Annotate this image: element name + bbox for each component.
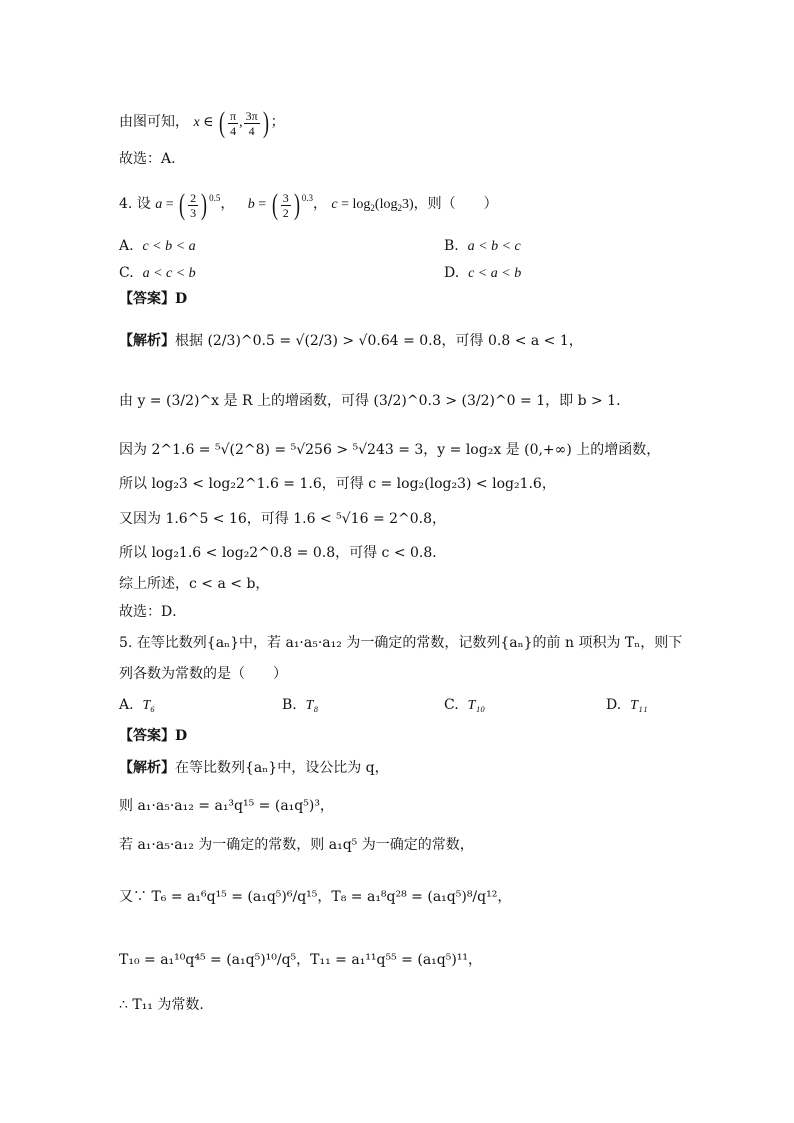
option-letter: C. xyxy=(119,265,134,281)
q4-analysis-line-8: 故选：D． xyxy=(119,604,187,620)
q4-option-b xyxy=(444,236,521,257)
option-letter: D. xyxy=(606,697,622,713)
intro-line xyxy=(119,108,285,138)
q5-answer: 【答案】D xyxy=(119,728,188,744)
option-letter: B. xyxy=(444,238,459,254)
q4-option-d xyxy=(444,263,521,284)
q4-analysis-line-6: 所以 log₂1.6 < log₂2^0.8 = 0.8，可得 c < 0.8． xyxy=(119,545,447,561)
q5-option-b xyxy=(282,695,318,716)
q5-analysis-line-4: 又∵ T₆ = a₁⁶q¹⁵ = (a₁q⁵)⁶/q¹⁵，T₈ = a₁⁸q²⁸ = (a₁q⁵)⁸/q¹²， xyxy=(119,889,512,905)
option-letter: B. xyxy=(282,697,297,713)
q4-c-def: $c = \log_2(\log_23)$ xyxy=(331,197,414,214)
q5-analysis-tag: 【解析】 xyxy=(119,760,175,776)
option-expr: T₁₀ xyxy=(467,698,486,713)
option-expr: c < b < a xyxy=(142,239,196,254)
option-expr: a < b < c xyxy=(467,239,521,254)
analysis-text: 在等比数列{aₙ}中，设公比为 q， xyxy=(175,760,389,776)
q4-stem: 4. 设 a = ( $\frac{2}{3}$ ) $^{0.5}$， b = ( $\frac{3}{2}$ ) $^{0.3}$， $c = \log_2(\log_23)$，则（ ） xyxy=(119,188,498,221)
q4-analysis-line-4: 所以 log₂3 < log₂2^1.6 = 1.6，可得 c = log₂(log₂3) < log₂1.6， xyxy=(119,476,556,492)
option-letter: C. xyxy=(444,697,459,713)
q5-stem-line-2: 列各数为常数的是（ ） xyxy=(119,666,287,682)
q4-analysis-line-2: 由 y = (3/2)^x 是 R 上的增函数，可得 (3/2)^0.3 > (3/2)^0 = 1，即 b > 1． xyxy=(119,393,631,409)
q4-b-def: b = ( $\frac{3}{2}$ ) $^{0.3}$ xyxy=(247,188,313,221)
option-expr: T₈ xyxy=(305,698,319,713)
option-expr: a < c < b xyxy=(142,266,196,281)
intro-text: 由图可知， xyxy=(119,114,189,131)
option-expr: T₁₁ xyxy=(630,698,648,713)
q4-analysis-tag: 【解析】 xyxy=(119,333,175,349)
q5-option-d xyxy=(606,695,648,716)
option-expr: c < a < b xyxy=(468,266,522,281)
q5-option-a xyxy=(119,695,155,716)
q4-stem-prefix: 4. 设 xyxy=(119,196,151,213)
q4-answer: 【答案】D xyxy=(119,291,188,307)
q4-a-def: a = ( $\frac{2}{3}$ ) $^{0.5}$ xyxy=(155,188,221,221)
q4-option-a xyxy=(119,236,196,257)
q4-analysis-line-3: 因为 2^1.6 = ⁵√(2^8) = ⁵√256 > ⁵√243 = 3，y = log₂x 是 (0,+∞) 上的增函数， xyxy=(119,442,661,458)
option-letter: A. xyxy=(119,238,134,254)
q5-analysis-line-2: 则 a₁·a₅·a₁₂ = a₁³q¹⁵ = (a₁q⁵)³， xyxy=(119,798,334,814)
q5-analysis-line-3: 若 a₁·a₅·a₁₂ 为一确定的常数，则 a₁q⁵ 为一确定的常数， xyxy=(119,837,474,853)
q5-option-c xyxy=(444,695,485,716)
q4-analysis-line-7: 综上所述，c < a < b， xyxy=(119,576,270,592)
q4-stem-suffix: ，则（ ） xyxy=(413,196,498,213)
q5-analysis-line-6: ∴ T₁₁ 为常数. xyxy=(119,997,204,1013)
q4-option-c xyxy=(119,263,196,284)
q4-analysis-line-1 xyxy=(119,331,583,351)
answer-a-line: 故选：A. xyxy=(119,151,176,167)
option-expr: T₆ xyxy=(142,698,156,713)
q4-analysis-line-5: 又因为 1.6^5 < 16，可得 1.6 < ⁵√16 = 2^0.8， xyxy=(119,511,447,527)
q5-stem-line-1: 5. 在等比数列{aₙ}中，若 a₁·a₅·a₁₂ 为一确定的常数，记数列{aₙ}的前 n 项积为 Tₙ，则下 xyxy=(119,635,683,651)
option-letter: D. xyxy=(444,265,460,281)
analysis-text: 根据 (2/3)^0.5 = √(2/3) > √0.64 = 0.8，可得 0.8 < a < 1， xyxy=(175,333,583,349)
intro-interval: x ∈ ( $\frac{\pi}{4}$ , $\frac{3\pi}{4}$ ) ； xyxy=(193,106,285,139)
option-letter: A. xyxy=(119,697,134,713)
q5-analysis-line-5: T₁₀ = a₁¹⁰q⁴⁵ = (a₁q⁵)¹⁰/q⁵，T₁₁ = a₁¹¹q⁵⁵ = (a₁q⁵)¹¹， xyxy=(119,952,483,968)
q5-analysis-line-1 xyxy=(119,758,389,778)
